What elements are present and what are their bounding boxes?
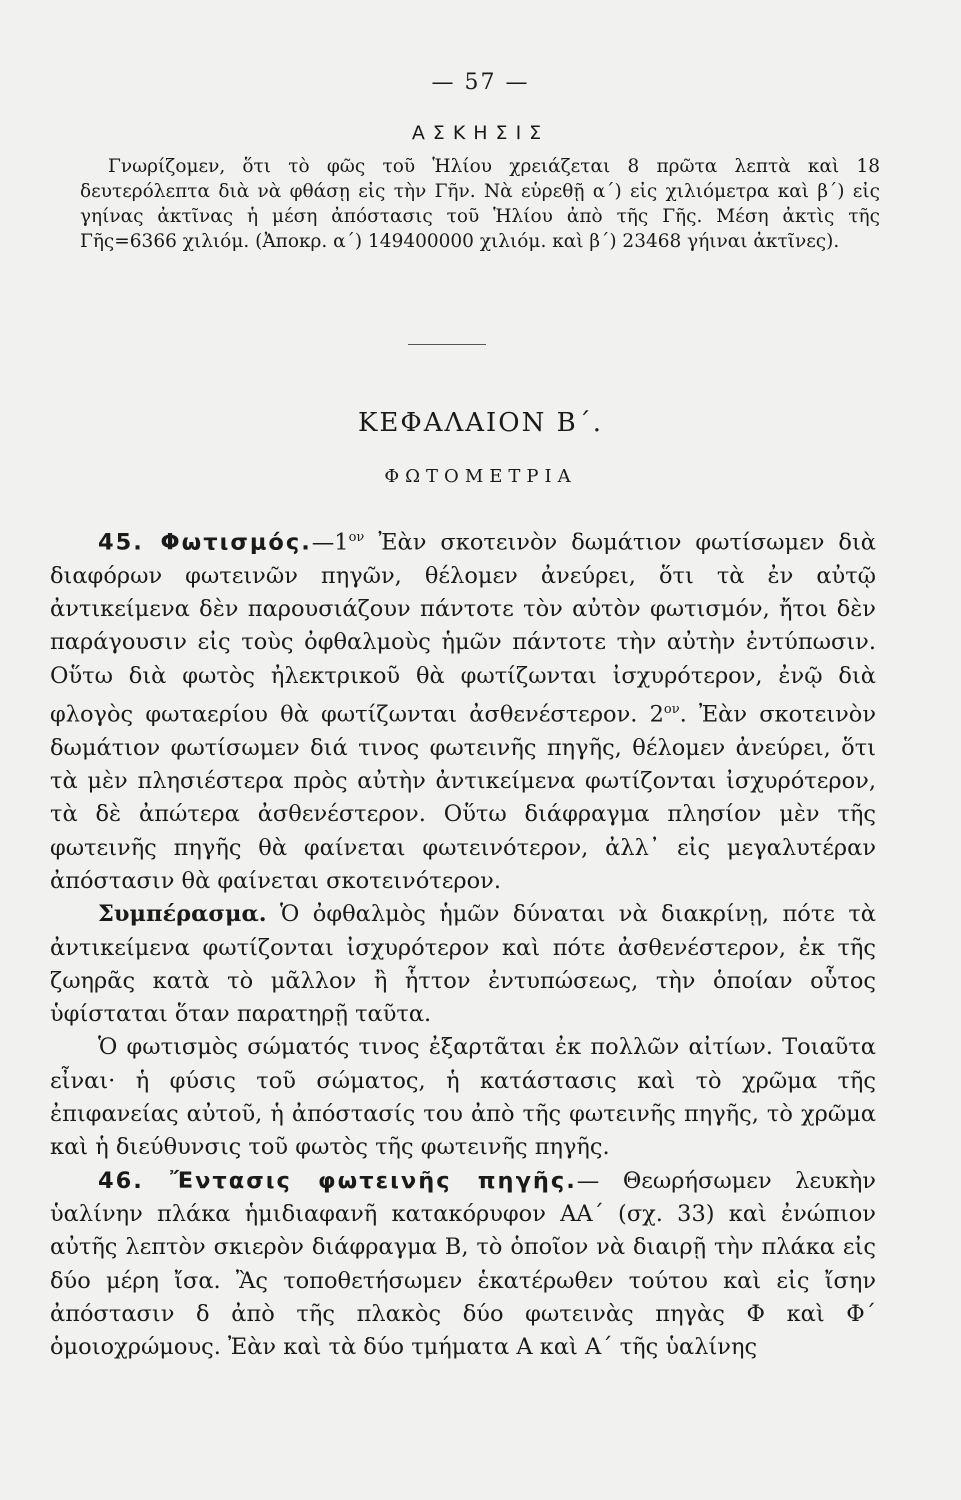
conclusion-paragraph — [50, 898, 876, 1031]
section-45-paragraph: 45. $\Phi\omega\tau\iota\sigma\mu ό\varsigma.—1^{o\nu}$ Ἐὰν σκοτεινὸν δωμάτιον φωτίσωμεν διὰ διαφόρων φωτεινῶν πηγῶν, θέλομεν ἀνεύρει, ὅτι τὰ ἐν αὐτῷ ἀντικείμενα δὲν παρουσιάζουν πάντοτε τὸν αὐτὸν φωτισμόν, ἤτοι δὲν παράγουσιν εἰς τοὺς ὀφθαλμοὺς ἡμῶν πάντοτε τὴν αὐτὴν ἐντύπωσιν. Οὕτω διὰ φωτὸς ἠλεκτρικοῦ θὰ φωτίζωνται ἰσχυρότερον, ἐνῷ διὰ φλογὸς φωταερίου θὰ φωτίζωνται ἀσθενέστερον. $2^{o\nu}$. Ἐὰν σκοτεινὸν δωμάτιον φωτίσωμεν διά τινος φωτεινῆς πηγῆς, θέλομεν ἀνεύρει, ὅτι τὰ μὲν πλησιέστερα πρὸς αὐτὴν ἀντικείμενα φωτίζονται ἰσχυρότερον, τὰ δὲ ἀπώτερα ἀσθενέστερον. Οὕτω διάφραγμα πλησίον μὲν τῆς φωτεινῆς πηγῆς θὰ φαίνεται φωτεινότερον, ἀλλ᾽ εἰς μεγαλυτέραν ἀπόστασιν θὰ φαίνεται σκοτεινότερον. — [50, 529, 876, 894]
section-divider — [408, 344, 486, 345]
section-46-text: — Θεωρήσωμεν λευκὴν ὑαλίνην πλάκα ἡμιδιαφανῆ κατακόρυφον ΑΑ΄ (σχ. 33) καὶ ἐνώπιον αὐτῆς λεπτὸν σκιερὸν διάφραγμα Β, τὸ ὁποῖον νὰ διαιρῇ τὴν πλάκα εἰς δύο μέρη ἴσα. Ἂς τοποθετήσωμεν ἑκατέρωθεν τούτου καὶ εἰς ἴσην ἀπόστασιν δ ἀπὸ τῆς πλακὸς δύο φωτεινὰς πηγὰς Φ καὶ Φ΄ ὁμοιοχρώμους. Ἐὰν καὶ τὰ δύο τμήματα Α καὶ Α΄ τῆς ὑαλίνης — [50, 1167, 876, 1361]
section-46-heading: 46. Ἔντασις φωτεινῆς πηγῆς. — [98, 1167, 577, 1194]
ordinal-1-suffix: ον — [348, 530, 365, 545]
conclusion-text: Ὁ ὀφθαλμὸς ἡμῶν δύναται νὰ διακρίνῃ, πότε τὰ ἀντικείμενα φωτίζονται ἰσχυρότερον καὶ πότε ἀσθενέστερον, ἐκ τῆς ζωηρᾶς κατὰ τὸ μᾶλλον ἢ ἧττον ἐντυπώσεως, τὴν ὁποίαν οὗτος ὑφίσταται ὅταν παρατηρῇ ταῦτα. — [50, 901, 876, 1028]
exercises-title: ΑΣΚΗΣΙΣ — [411, 122, 550, 144]
section-45-paragraph-3: Ὁ φωτισμὸς σώματός τινος ἐξαρτᾶται ἐκ πολλῶν αἰτίων. Τοιαῦτα εἶναι· ἡ φύσις τοῦ σώματος, ἡ κατάστασις καὶ τὸ χρῶμα τῆς ἐπιφανείας αὐτοῦ, ἡ ἀπόστασίς του ἀπὸ τῆς φωτεινῆς πηγῆς, τὸ χρῶμα καὶ ἡ διεύθυνσις τοῦ φωτὸς τῆς φωτεινῆς πηγῆς. — [50, 1034, 876, 1161]
ordinal-2: 2 — [649, 701, 664, 728]
section-45-heading: 45. Φωτισμός. — [98, 529, 312, 556]
body-text — [50, 521, 876, 1364]
exercise-text: Γνωρίζομεν, ὅτι τὸ φῶς τοῦ Ἡλίου χρειάζεται 8 πρῶτα λεπτὰ καὶ 18 δευτερόλεπτα διὰ νὰ φθάσῃ εἰς τὴν Γῆν. Νὰ εὑρεθῇ α΄) εἰς χιλιόμετρα καὶ β΄) εἰς γηίνας ἀκτῖνας ἡ μέση ἀπόστασις τοῦ Ἡλίου ἀπὸ τῆς Γῆς. Μέση ἀκτὶς τῆς Γῆς=6366 χιλιόμ. (Ἀποκρ. α΄) 149400000 χιλιόμ. καὶ β΄) 23468 γήιναι ἀκτῖνες). — [80, 156, 880, 252]
ordinal-1: 1 — [334, 529, 349, 556]
section-46-paragraph — [50, 1165, 876, 1365]
ordinal-2-suffix: ον — [663, 701, 680, 717]
conclusion-label: Συμπέρασμα. — [98, 901, 267, 928]
page-number: — 57 — — [431, 70, 530, 95]
chapter-subtitle: ΦΩΤΟΜΕΤΡΙΑ — [384, 466, 577, 487]
section-45-text-2: . Ἐὰν σκοτεινὸν δωμάτιον φωτίσωμεν διά τινος φωτεινῆς πηγῆς, θέλομεν ἀνεύρει, ὅτι τὰ μὲν πλησιέστερα πρὸς αὐτὴν ἀντικείμενα φωτίζονται ἰσχυρότερον, τὰ δὲ ἀπώτερα ἀσθενέστερον. Οὕτω διάφραγμα πλησίον μὲν τῆς φωτεινῆς πηγῆς θὰ φαίνεται φωτεινότερον, ἀλλ᾽ εἰς μεγαλυτέραν ἀπόστασιν θὰ φαίνεται σκοτεινότερον. — [50, 701, 876, 894]
chapter-title: ΚΕΦΑΛΑΙΟΝ Β΄. — [357, 408, 604, 438]
section-45-text-1: Ἐὰν σκοτεινὸν δωμάτιον φωτίσωμεν διὰ διαφόρων φωτεινῶν πηγῶν, θέλομεν ἀνεύρει, ὅτι τὰ ἐν αὐτῷ ἀντικείμενα δὲν παρουσιάζουν πάντοτε τὸν αὐτὸν φωτισμόν, ἤτοι δὲν παράγουσιν εἰς τοὺς ὀφθαλμοὺς ἡμῶν πάντοτε τὴν αὐτὴν ἐντύπωσιν. Οὕτω διὰ φωτὸς ἠλεκτρικοῦ θὰ φωτίζωνται ἰσχυρότερον, ἐνῷ διὰ φλογὸς φωταερίου θὰ φωτίζωνται ἀσθενέστερον. — [50, 529, 876, 728]
